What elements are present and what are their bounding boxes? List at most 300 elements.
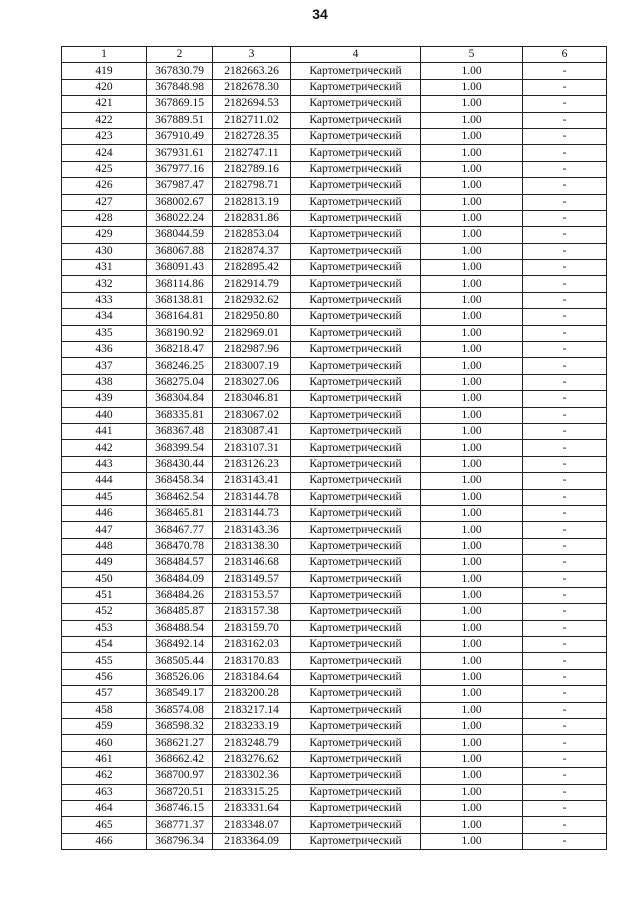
- point-number-cell: 420: [62, 79, 147, 95]
- note-cell: -: [523, 489, 607, 505]
- note-cell: -: [523, 555, 607, 571]
- point-number-cell: 431: [62, 260, 147, 276]
- table-row: [62, 489, 607, 505]
- point-number-cell: 447: [62, 522, 147, 538]
- table-row: [62, 112, 607, 128]
- method-cell: Картометрический: [291, 653, 421, 669]
- y-coordinate-cell: 2183331.64: [213, 800, 291, 816]
- y-coordinate-cell: 2183159.70: [213, 620, 291, 636]
- accuracy-cell: 1.00: [421, 702, 523, 718]
- method-cell: Картометрический: [291, 735, 421, 751]
- y-coordinate-cell: 2183143.41: [213, 473, 291, 489]
- table-header-row: [62, 47, 607, 63]
- note-cell: -: [523, 423, 607, 439]
- y-coordinate-cell: 2183184.64: [213, 669, 291, 685]
- x-coordinate-cell: 368022.24: [147, 210, 213, 226]
- y-coordinate-cell: 2183007.19: [213, 358, 291, 374]
- note-cell: -: [523, 276, 607, 292]
- note-cell: -: [523, 260, 607, 276]
- y-coordinate-cell: 2183149.57: [213, 571, 291, 587]
- point-number-cell: 459: [62, 719, 147, 735]
- accuracy-cell: 1.00: [421, 456, 523, 472]
- accuracy-cell: 1.00: [421, 489, 523, 505]
- x-coordinate-cell: 368467.77: [147, 522, 213, 538]
- point-number-cell: 453: [62, 620, 147, 636]
- table-row: [62, 210, 607, 226]
- point-number-cell: 462: [62, 768, 147, 784]
- method-cell: Картометрический: [291, 456, 421, 472]
- table-row: [62, 735, 607, 751]
- table-row: [62, 358, 607, 374]
- accuracy-cell: 1.00: [421, 96, 523, 112]
- method-cell: Картометрический: [291, 260, 421, 276]
- note-cell: -: [523, 719, 607, 735]
- x-coordinate-cell: 367910.49: [147, 128, 213, 144]
- point-number-cell: 425: [62, 161, 147, 177]
- table-row: [62, 342, 607, 358]
- x-coordinate-cell: 368484.26: [147, 587, 213, 603]
- y-coordinate-cell: 2182678.30: [213, 79, 291, 95]
- note-cell: -: [523, 79, 607, 95]
- table-row: [62, 538, 607, 554]
- page-number: 34: [312, 6, 328, 22]
- x-coordinate-cell: 368526.06: [147, 669, 213, 685]
- table-row: [62, 555, 607, 571]
- x-coordinate-cell: 367931.61: [147, 145, 213, 161]
- method-cell: Картометрический: [291, 407, 421, 423]
- x-coordinate-cell: 368598.32: [147, 719, 213, 735]
- y-coordinate-cell: 2182874.37: [213, 243, 291, 259]
- point-number-cell: 434: [62, 309, 147, 325]
- accuracy-cell: 1.00: [421, 194, 523, 210]
- x-coordinate-cell: 368746.15: [147, 800, 213, 816]
- x-coordinate-cell: 368275.04: [147, 374, 213, 390]
- table-row: [62, 145, 607, 161]
- accuracy-cell: 1.00: [421, 669, 523, 685]
- accuracy-cell: 1.00: [421, 473, 523, 489]
- table-row: [62, 587, 607, 603]
- method-cell: Картометрический: [291, 538, 421, 554]
- note-cell: -: [523, 194, 607, 210]
- note-cell: -: [523, 669, 607, 685]
- point-number-cell: 435: [62, 325, 147, 341]
- note-cell: -: [523, 342, 607, 358]
- x-coordinate-cell: 368002.67: [147, 194, 213, 210]
- note-cell: -: [523, 292, 607, 308]
- x-coordinate-cell: 368796.34: [147, 833, 213, 849]
- method-cell: Картометрический: [291, 423, 421, 439]
- x-coordinate-cell: 367977.16: [147, 161, 213, 177]
- table-row: [62, 702, 607, 718]
- table-row: [62, 833, 607, 849]
- point-number-cell: 437: [62, 358, 147, 374]
- method-cell: Картометрический: [291, 276, 421, 292]
- accuracy-cell: 1.00: [421, 260, 523, 276]
- table-row: [62, 719, 607, 735]
- accuracy-cell: 1.00: [421, 637, 523, 653]
- accuracy-cell: 1.00: [421, 440, 523, 456]
- y-coordinate-cell: 2182663.26: [213, 63, 291, 79]
- table-row: [62, 423, 607, 439]
- table-row: [62, 96, 607, 112]
- y-coordinate-cell: 2183162.03: [213, 637, 291, 653]
- method-cell: Картометрический: [291, 128, 421, 144]
- x-coordinate-cell: 368114.86: [147, 276, 213, 292]
- table-row: [62, 243, 607, 259]
- method-cell: Картометрический: [291, 571, 421, 587]
- accuracy-cell: 1.00: [421, 145, 523, 161]
- table-row: [62, 784, 607, 800]
- point-number-cell: 465: [62, 817, 147, 833]
- x-coordinate-cell: 367987.47: [147, 178, 213, 194]
- point-number-cell: 419: [62, 63, 147, 79]
- accuracy-cell: 1.00: [421, 243, 523, 259]
- point-number-cell: 429: [62, 227, 147, 243]
- note-cell: -: [523, 702, 607, 718]
- note-cell: -: [523, 735, 607, 751]
- note-cell: -: [523, 128, 607, 144]
- point-number-cell: 455: [62, 653, 147, 669]
- point-number-cell: 449: [62, 555, 147, 571]
- x-coordinate-cell: 368399.54: [147, 440, 213, 456]
- table-row: [62, 800, 607, 816]
- x-coordinate-cell: 368465.81: [147, 505, 213, 521]
- point-number-cell: 464: [62, 800, 147, 816]
- x-coordinate-cell: 368091.43: [147, 260, 213, 276]
- note-cell: -: [523, 112, 607, 128]
- accuracy-cell: 1.00: [421, 325, 523, 341]
- table-row: [62, 653, 607, 669]
- accuracy-cell: 1.00: [421, 522, 523, 538]
- method-cell: Картометрический: [291, 784, 421, 800]
- note-cell: -: [523, 440, 607, 456]
- table-row: [62, 440, 607, 456]
- method-cell: Картометрический: [291, 637, 421, 653]
- note-cell: -: [523, 473, 607, 489]
- method-cell: Картометрический: [291, 669, 421, 685]
- x-coordinate-cell: 368335.81: [147, 407, 213, 423]
- accuracy-cell: 1.00: [421, 112, 523, 128]
- note-cell: -: [523, 325, 607, 341]
- table-row: [62, 604, 607, 620]
- accuracy-cell: 1.00: [421, 79, 523, 95]
- x-coordinate-cell: 368138.81: [147, 292, 213, 308]
- method-cell: Картометрический: [291, 719, 421, 735]
- y-coordinate-cell: 2183144.78: [213, 489, 291, 505]
- point-number-cell: 443: [62, 456, 147, 472]
- point-number-cell: 451: [62, 587, 147, 603]
- method-cell: Картометрический: [291, 686, 421, 702]
- note-cell: -: [523, 227, 607, 243]
- y-coordinate-cell: 2182813.19: [213, 194, 291, 210]
- point-number-cell: 441: [62, 423, 147, 439]
- y-coordinate-cell: 2183157.38: [213, 604, 291, 620]
- y-coordinate-cell: 2183138.30: [213, 538, 291, 554]
- note-cell: -: [523, 833, 607, 849]
- y-coordinate-cell: 2183107.31: [213, 440, 291, 456]
- x-coordinate-cell: 368470.78: [147, 538, 213, 554]
- method-cell: Картометрический: [291, 489, 421, 505]
- y-coordinate-cell: 2183067.02: [213, 407, 291, 423]
- y-coordinate-cell: 2182831.86: [213, 210, 291, 226]
- accuracy-cell: 1.00: [421, 505, 523, 521]
- method-cell: Картометрический: [291, 604, 421, 620]
- y-coordinate-cell: 2183302.36: [213, 768, 291, 784]
- table-row: [62, 178, 607, 194]
- column-header: 2: [147, 47, 213, 63]
- note-cell: -: [523, 309, 607, 325]
- accuracy-cell: 1.00: [421, 292, 523, 308]
- accuracy-cell: 1.00: [421, 423, 523, 439]
- point-number-cell: 452: [62, 604, 147, 620]
- method-cell: Картометрический: [291, 63, 421, 79]
- note-cell: -: [523, 456, 607, 472]
- y-coordinate-cell: 2182969.01: [213, 325, 291, 341]
- accuracy-cell: 1.00: [421, 374, 523, 390]
- method-cell: Картометрический: [291, 800, 421, 816]
- accuracy-cell: 1.00: [421, 358, 523, 374]
- note-cell: -: [523, 604, 607, 620]
- point-number-cell: 445: [62, 489, 147, 505]
- method-cell: Картометрический: [291, 96, 421, 112]
- table-row: [62, 637, 607, 653]
- point-number-cell: 438: [62, 374, 147, 390]
- note-cell: -: [523, 391, 607, 407]
- table-row: [62, 63, 607, 79]
- point-number-cell: 432: [62, 276, 147, 292]
- x-coordinate-cell: 368067.88: [147, 243, 213, 259]
- point-number-cell: 463: [62, 784, 147, 800]
- table-row: [62, 505, 607, 521]
- note-cell: -: [523, 538, 607, 554]
- table-row: [62, 817, 607, 833]
- point-number-cell: 461: [62, 751, 147, 767]
- x-coordinate-cell: 368430.44: [147, 456, 213, 472]
- accuracy-cell: 1.00: [421, 735, 523, 751]
- x-coordinate-cell: 368190.92: [147, 325, 213, 341]
- method-cell: Картометрический: [291, 292, 421, 308]
- table-row: [62, 669, 607, 685]
- accuracy-cell: 1.00: [421, 391, 523, 407]
- accuracy-cell: 1.00: [421, 571, 523, 587]
- point-number-cell: 428: [62, 210, 147, 226]
- accuracy-cell: 1.00: [421, 686, 523, 702]
- accuracy-cell: 1.00: [421, 833, 523, 849]
- point-number-cell: 423: [62, 128, 147, 144]
- accuracy-cell: 1.00: [421, 538, 523, 554]
- y-coordinate-cell: 2182711.02: [213, 112, 291, 128]
- point-number-cell: 456: [62, 669, 147, 685]
- method-cell: Картометрический: [291, 555, 421, 571]
- y-coordinate-cell: 2182789.16: [213, 161, 291, 177]
- point-number-cell: 457: [62, 686, 147, 702]
- method-cell: Картометрический: [291, 358, 421, 374]
- note-cell: -: [523, 817, 607, 833]
- table-row: [62, 79, 607, 95]
- y-coordinate-cell: 2183144.73: [213, 505, 291, 521]
- table-row: [62, 407, 607, 423]
- x-coordinate-cell: 368044.59: [147, 227, 213, 243]
- table-row: [62, 227, 607, 243]
- method-cell: Картометрический: [291, 440, 421, 456]
- method-cell: Картометрический: [291, 112, 421, 128]
- x-coordinate-cell: 368304.84: [147, 391, 213, 407]
- x-coordinate-cell: 368505.44: [147, 653, 213, 669]
- table-row: [62, 768, 607, 784]
- x-coordinate-cell: 368549.17: [147, 686, 213, 702]
- method-cell: Картометрический: [291, 79, 421, 95]
- table-body: [62, 63, 607, 850]
- y-coordinate-cell: 2183315.25: [213, 784, 291, 800]
- note-cell: -: [523, 768, 607, 784]
- point-number-cell: 444: [62, 473, 147, 489]
- point-number-cell: 454: [62, 637, 147, 653]
- x-coordinate-cell: 368488.54: [147, 620, 213, 636]
- x-coordinate-cell: 368246.25: [147, 358, 213, 374]
- note-cell: -: [523, 653, 607, 669]
- x-coordinate-cell: 368720.51: [147, 784, 213, 800]
- x-coordinate-cell: 367830.79: [147, 63, 213, 79]
- note-cell: -: [523, 637, 607, 653]
- accuracy-cell: 1.00: [421, 784, 523, 800]
- point-number-cell: 421: [62, 96, 147, 112]
- method-cell: Картометрический: [291, 768, 421, 784]
- table-row: [62, 194, 607, 210]
- y-coordinate-cell: 2183248.79: [213, 735, 291, 751]
- table-row: [62, 686, 607, 702]
- accuracy-cell: 1.00: [421, 587, 523, 603]
- note-cell: -: [523, 751, 607, 767]
- method-cell: Картометрический: [291, 505, 421, 521]
- method-cell: Картометрический: [291, 833, 421, 849]
- note-cell: -: [523, 243, 607, 259]
- table-row: [62, 620, 607, 636]
- accuracy-cell: 1.00: [421, 620, 523, 636]
- point-number-cell: 427: [62, 194, 147, 210]
- x-coordinate-cell: 368771.37: [147, 817, 213, 833]
- point-number-cell: 424: [62, 145, 147, 161]
- note-cell: -: [523, 178, 607, 194]
- method-cell: Картометрический: [291, 145, 421, 161]
- x-coordinate-cell: 368662.42: [147, 751, 213, 767]
- y-coordinate-cell: 2183348.07: [213, 817, 291, 833]
- note-cell: -: [523, 571, 607, 587]
- point-number-cell: 446: [62, 505, 147, 521]
- point-number-cell: 458: [62, 702, 147, 718]
- table-row: [62, 571, 607, 587]
- y-coordinate-cell: 2182694.53: [213, 96, 291, 112]
- x-coordinate-cell: 368484.57: [147, 555, 213, 571]
- y-coordinate-cell: 2182950.80: [213, 309, 291, 325]
- y-coordinate-cell: 2183126.23: [213, 456, 291, 472]
- note-cell: -: [523, 96, 607, 112]
- y-coordinate-cell: 2183087.41: [213, 423, 291, 439]
- point-number-cell: 442: [62, 440, 147, 456]
- note-cell: -: [523, 587, 607, 603]
- method-cell: Картометрический: [291, 243, 421, 259]
- note-cell: -: [523, 505, 607, 521]
- method-cell: Картометрический: [291, 817, 421, 833]
- point-number-cell: 422: [62, 112, 147, 128]
- accuracy-cell: 1.00: [421, 751, 523, 767]
- accuracy-cell: 1.00: [421, 817, 523, 833]
- y-coordinate-cell: 2182914.79: [213, 276, 291, 292]
- x-coordinate-cell: 368574.08: [147, 702, 213, 718]
- accuracy-cell: 1.00: [421, 309, 523, 325]
- y-coordinate-cell: 2182747.11: [213, 145, 291, 161]
- accuracy-cell: 1.00: [421, 800, 523, 816]
- table-row: [62, 751, 607, 767]
- y-coordinate-cell: 2183146.68: [213, 555, 291, 571]
- point-number-cell: 439: [62, 391, 147, 407]
- column-header: 1: [62, 47, 147, 63]
- accuracy-cell: 1.00: [421, 555, 523, 571]
- y-coordinate-cell: 2182895.42: [213, 260, 291, 276]
- accuracy-cell: 1.00: [421, 276, 523, 292]
- method-cell: Картометрический: [291, 620, 421, 636]
- method-cell: Картометрический: [291, 702, 421, 718]
- method-cell: Картометрический: [291, 374, 421, 390]
- column-header: 6: [523, 47, 607, 63]
- table-row: [62, 161, 607, 177]
- y-coordinate-cell: 2183217.14: [213, 702, 291, 718]
- note-cell: -: [523, 145, 607, 161]
- point-number-cell: 450: [62, 571, 147, 587]
- point-number-cell: 466: [62, 833, 147, 849]
- note-cell: -: [523, 358, 607, 374]
- x-coordinate-cell: 368458.34: [147, 473, 213, 489]
- note-cell: -: [523, 686, 607, 702]
- table-row: [62, 292, 607, 308]
- y-coordinate-cell: 2182987.96: [213, 342, 291, 358]
- y-coordinate-cell: 2183153.57: [213, 587, 291, 603]
- note-cell: -: [523, 800, 607, 816]
- point-number-cell: 448: [62, 538, 147, 554]
- point-number-cell: 430: [62, 243, 147, 259]
- x-coordinate-cell: 368462.54: [147, 489, 213, 505]
- y-coordinate-cell: 2183364.09: [213, 833, 291, 849]
- method-cell: Картометрический: [291, 210, 421, 226]
- table-row: [62, 374, 607, 390]
- table-row: [62, 309, 607, 325]
- method-cell: Картометрический: [291, 194, 421, 210]
- method-cell: Картометрический: [291, 473, 421, 489]
- point-number-cell: 426: [62, 178, 147, 194]
- x-coordinate-cell: 368492.14: [147, 637, 213, 653]
- table-row: [62, 325, 607, 341]
- accuracy-cell: 1.00: [421, 128, 523, 144]
- note-cell: -: [523, 407, 607, 423]
- note-cell: -: [523, 620, 607, 636]
- method-cell: Картометрический: [291, 178, 421, 194]
- x-coordinate-cell: 367869.15: [147, 96, 213, 112]
- x-coordinate-cell: 368218.47: [147, 342, 213, 358]
- y-coordinate-cell: 2183027.06: [213, 374, 291, 390]
- note-cell: -: [523, 522, 607, 538]
- table-row: [62, 391, 607, 407]
- note-cell: -: [523, 784, 607, 800]
- table-row: [62, 128, 607, 144]
- accuracy-cell: 1.00: [421, 342, 523, 358]
- y-coordinate-cell: 2183276.62: [213, 751, 291, 767]
- y-coordinate-cell: 2182853.04: [213, 227, 291, 243]
- accuracy-cell: 1.00: [421, 161, 523, 177]
- x-coordinate-cell: 368621.27: [147, 735, 213, 751]
- y-coordinate-cell: 2183200.28: [213, 686, 291, 702]
- y-coordinate-cell: 2183170.83: [213, 653, 291, 669]
- y-coordinate-cell: 2182728.35: [213, 128, 291, 144]
- accuracy-cell: 1.00: [421, 604, 523, 620]
